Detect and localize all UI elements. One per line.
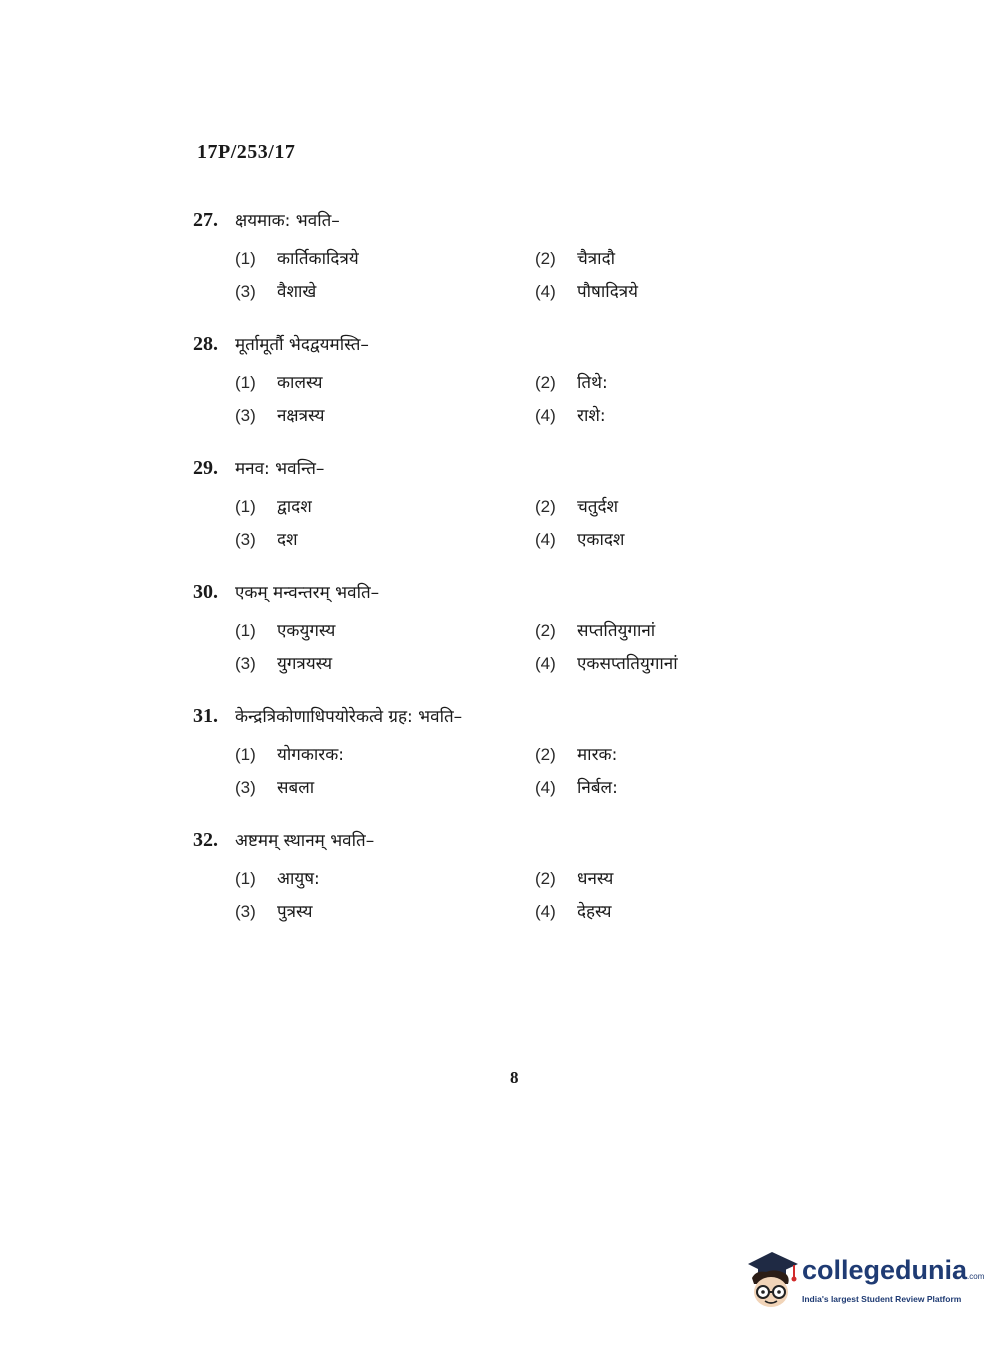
logo-wordmark: collegedunia.com xyxy=(802,1254,985,1285)
question-block xyxy=(193,332,753,426)
option-text: सबला xyxy=(277,778,315,798)
option-text: निर्बल: xyxy=(577,778,618,798)
question-text: मूर्तामूर्तौ भेदद्वयमस्ति– xyxy=(235,335,369,355)
option-text: देहस्य xyxy=(577,902,612,922)
option-text: तिथे: xyxy=(577,373,608,393)
paper-code: 17P/253/17 xyxy=(197,141,296,163)
option-text: युगत्रयस्य xyxy=(277,654,333,674)
question-list xyxy=(193,208,753,952)
answer-option xyxy=(535,279,755,302)
option-number: (3) xyxy=(235,406,256,425)
question-heading xyxy=(193,456,753,488)
option-text: नक्षत्रस्य xyxy=(277,406,325,426)
options-grid xyxy=(235,246,753,302)
options-grid xyxy=(235,370,753,426)
answer-option xyxy=(235,775,535,798)
answer-option xyxy=(235,403,535,426)
question-heading xyxy=(193,580,753,612)
page-number: 8 xyxy=(510,1068,519,1087)
option-number: (3) xyxy=(235,902,256,921)
option-number: (1) xyxy=(235,745,256,764)
answer-option xyxy=(235,651,535,674)
option-number: (4) xyxy=(535,282,556,301)
option-number: (1) xyxy=(235,621,256,640)
question-text: अष्टमम् स्थानम् भवति– xyxy=(235,831,375,851)
option-number: (3) xyxy=(235,778,256,797)
answer-option xyxy=(235,494,535,517)
answer-option xyxy=(535,246,755,269)
option-text: पुत्रस्य xyxy=(277,902,313,922)
answer-option xyxy=(535,618,755,641)
option-number: (4) xyxy=(535,406,556,425)
option-text: एकयुगस्य xyxy=(277,621,336,641)
question-number: 27. xyxy=(193,209,218,231)
answer-option xyxy=(535,527,755,550)
option-number: (2) xyxy=(535,373,556,392)
question-heading xyxy=(193,208,753,240)
option-number: (4) xyxy=(535,654,556,673)
question-heading xyxy=(193,332,753,364)
question-number: 30. xyxy=(193,581,218,603)
option-number: (2) xyxy=(535,249,556,268)
answer-option xyxy=(235,742,535,765)
answer-option xyxy=(235,279,535,302)
option-number: (2) xyxy=(535,497,556,516)
question-number: 28. xyxy=(193,333,218,355)
option-number: (2) xyxy=(535,869,556,888)
option-text: धनस्य xyxy=(577,869,614,889)
question-number: 32. xyxy=(193,829,218,851)
options-grid xyxy=(235,618,753,674)
option-text: सप्ततियुगानां xyxy=(577,621,656,641)
option-text: वैशाखे xyxy=(277,282,317,302)
question-block xyxy=(193,208,753,302)
answer-option xyxy=(535,370,755,393)
answer-option xyxy=(235,866,535,889)
question-text: केन्द्रत्रिकोणाधिपयोरेकत्वे ग्रह: भवति– xyxy=(235,707,463,727)
question-number: 29. xyxy=(193,457,218,479)
answer-option xyxy=(535,403,755,426)
option-text: पौषादित्रये xyxy=(577,282,638,302)
option-text: द्वादश xyxy=(277,497,312,517)
option-number: (3) xyxy=(235,282,256,301)
collegedunia-logo xyxy=(742,1248,984,1310)
option-number: (3) xyxy=(235,654,256,673)
question-block xyxy=(193,704,753,798)
question-text: मनव: भवन्ति– xyxy=(235,459,325,479)
question-text: क्षयमाक: भवति– xyxy=(235,211,340,231)
answer-option xyxy=(535,651,755,674)
question-heading xyxy=(193,828,753,860)
option-number: (1) xyxy=(235,373,256,392)
options-grid xyxy=(235,742,753,798)
option-text: आयुष: xyxy=(277,869,320,889)
options-grid xyxy=(235,866,753,922)
options-grid xyxy=(235,494,753,550)
question-number: 31. xyxy=(193,705,218,727)
option-number: (2) xyxy=(535,745,556,764)
option-text: मारक: xyxy=(577,745,618,765)
answer-option xyxy=(535,742,755,765)
option-text: दश xyxy=(277,530,298,550)
answer-option xyxy=(535,899,755,922)
option-text: राशे: xyxy=(577,406,606,426)
logo-tagline: India's largest Student Review Platform xyxy=(802,1293,962,1304)
answer-option xyxy=(235,370,535,393)
option-text: चतुर्दश xyxy=(577,497,619,517)
option-text: एकसप्ततियुगानां xyxy=(577,654,678,674)
option-number: (3) xyxy=(235,530,256,549)
option-text: योगकारक: xyxy=(277,745,345,765)
answer-option xyxy=(235,527,535,550)
option-text: एकादश xyxy=(577,530,625,550)
option-number: (2) xyxy=(535,621,556,640)
question-text: एकम् मन्वन्तरम् भवति– xyxy=(235,583,380,603)
question-block xyxy=(193,828,753,922)
answer-option xyxy=(535,775,755,798)
option-text: कार्तिकादित्रये xyxy=(277,249,359,269)
question-heading xyxy=(193,704,753,736)
question-block xyxy=(193,580,753,674)
option-number: (1) xyxy=(235,497,256,516)
mascot-icon xyxy=(742,1248,800,1310)
option-text: कालस्य xyxy=(277,373,323,393)
option-text: चैत्रादौ xyxy=(577,249,616,269)
answer-option xyxy=(235,246,535,269)
option-number: (1) xyxy=(235,249,256,268)
answer-option xyxy=(235,618,535,641)
answer-option xyxy=(535,494,755,517)
option-number: (1) xyxy=(235,869,256,888)
answer-option xyxy=(235,899,535,922)
question-block xyxy=(193,456,753,550)
answer-option xyxy=(535,866,755,889)
option-number: (4) xyxy=(535,902,556,921)
option-number: (4) xyxy=(535,530,556,549)
option-number: (4) xyxy=(535,778,556,797)
